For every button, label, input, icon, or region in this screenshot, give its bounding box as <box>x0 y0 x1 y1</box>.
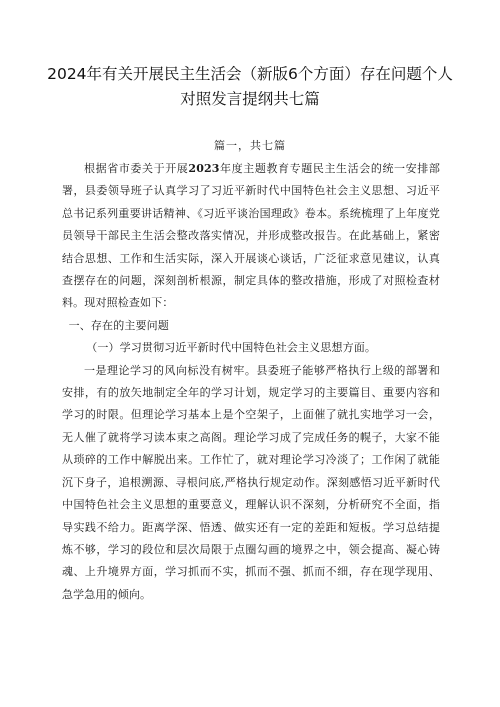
heading-main-problems: 一、存在的主要问题 <box>68 318 169 332</box>
paragraph-theory-study: 一是理论学习的风向标没有树牢。县委班子能够严格执行上级的部署和安排，有的放矢地制定全年的学习计划，规定学习的主要篇目、重要内容和学习的时限。但理论学习基本上是个空架子，上面催了就扎实地学习一会，无人催了就将学习读本束之高阁。理论学习成了完成任务的幌子，大家不能从琐碎的工作中解脱出来。工作忙了，就对理论学习冷淡了；工作闲了就能沉下身子，追根溯源、寻根问底,严格执行规定动作。深刻感悟习近平新时代中国特色社会主义思想的重要意义，理解认识不深刻，分析研究不全面，指导实践不给力。距离学深、悟透、做实还有一定的差距和短板。学习总结提炼不够，学习的段位和层次局限于点圈勾画的境界之中，领会提高、凝心铸魂、上升境界方面，学习抓而不实，抓而不强、抓而不细，存在现学现用、急学急用的倾向。 <box>62 363 440 601</box>
intro-prefix: 根据省市委关于开展 <box>84 162 189 175</box>
document-body <box>62 158 440 606</box>
intro-suffix: 年度主题教育专题民主生活会的统一安排部署，县委领导班子认真学习了习近平新时代中国特色社会主义思想、习近平总书记系列重要讲话精神、《习近平谈治国理政》卷本。系统梳理了上年度党员领导干部民主生活会整改落实情况，并形成整改报告。在此基础上，紧密结合思想、工作和生活实际，深入开展谈心谈话，广泛征求意见建议，认真查摆存在的问题，深刻剖析根源，制定具体的整改措施，形成了对照检查材料。现对照检查如下： <box>62 162 440 310</box>
intro-year: 2023 <box>188 162 220 175</box>
section-label: 篇一，共七篇 <box>214 139 286 152</box>
heading-study-section: （一）学习贯彻习近平新时代中国特色社会主义思想方面。 <box>86 341 377 355</box>
document-title: 2024年有关开展民主生活会（新版6个方面）存在问题个人对照发言提纲共七篇 <box>47 65 453 108</box>
intro-paragraph <box>62 158 440 315</box>
